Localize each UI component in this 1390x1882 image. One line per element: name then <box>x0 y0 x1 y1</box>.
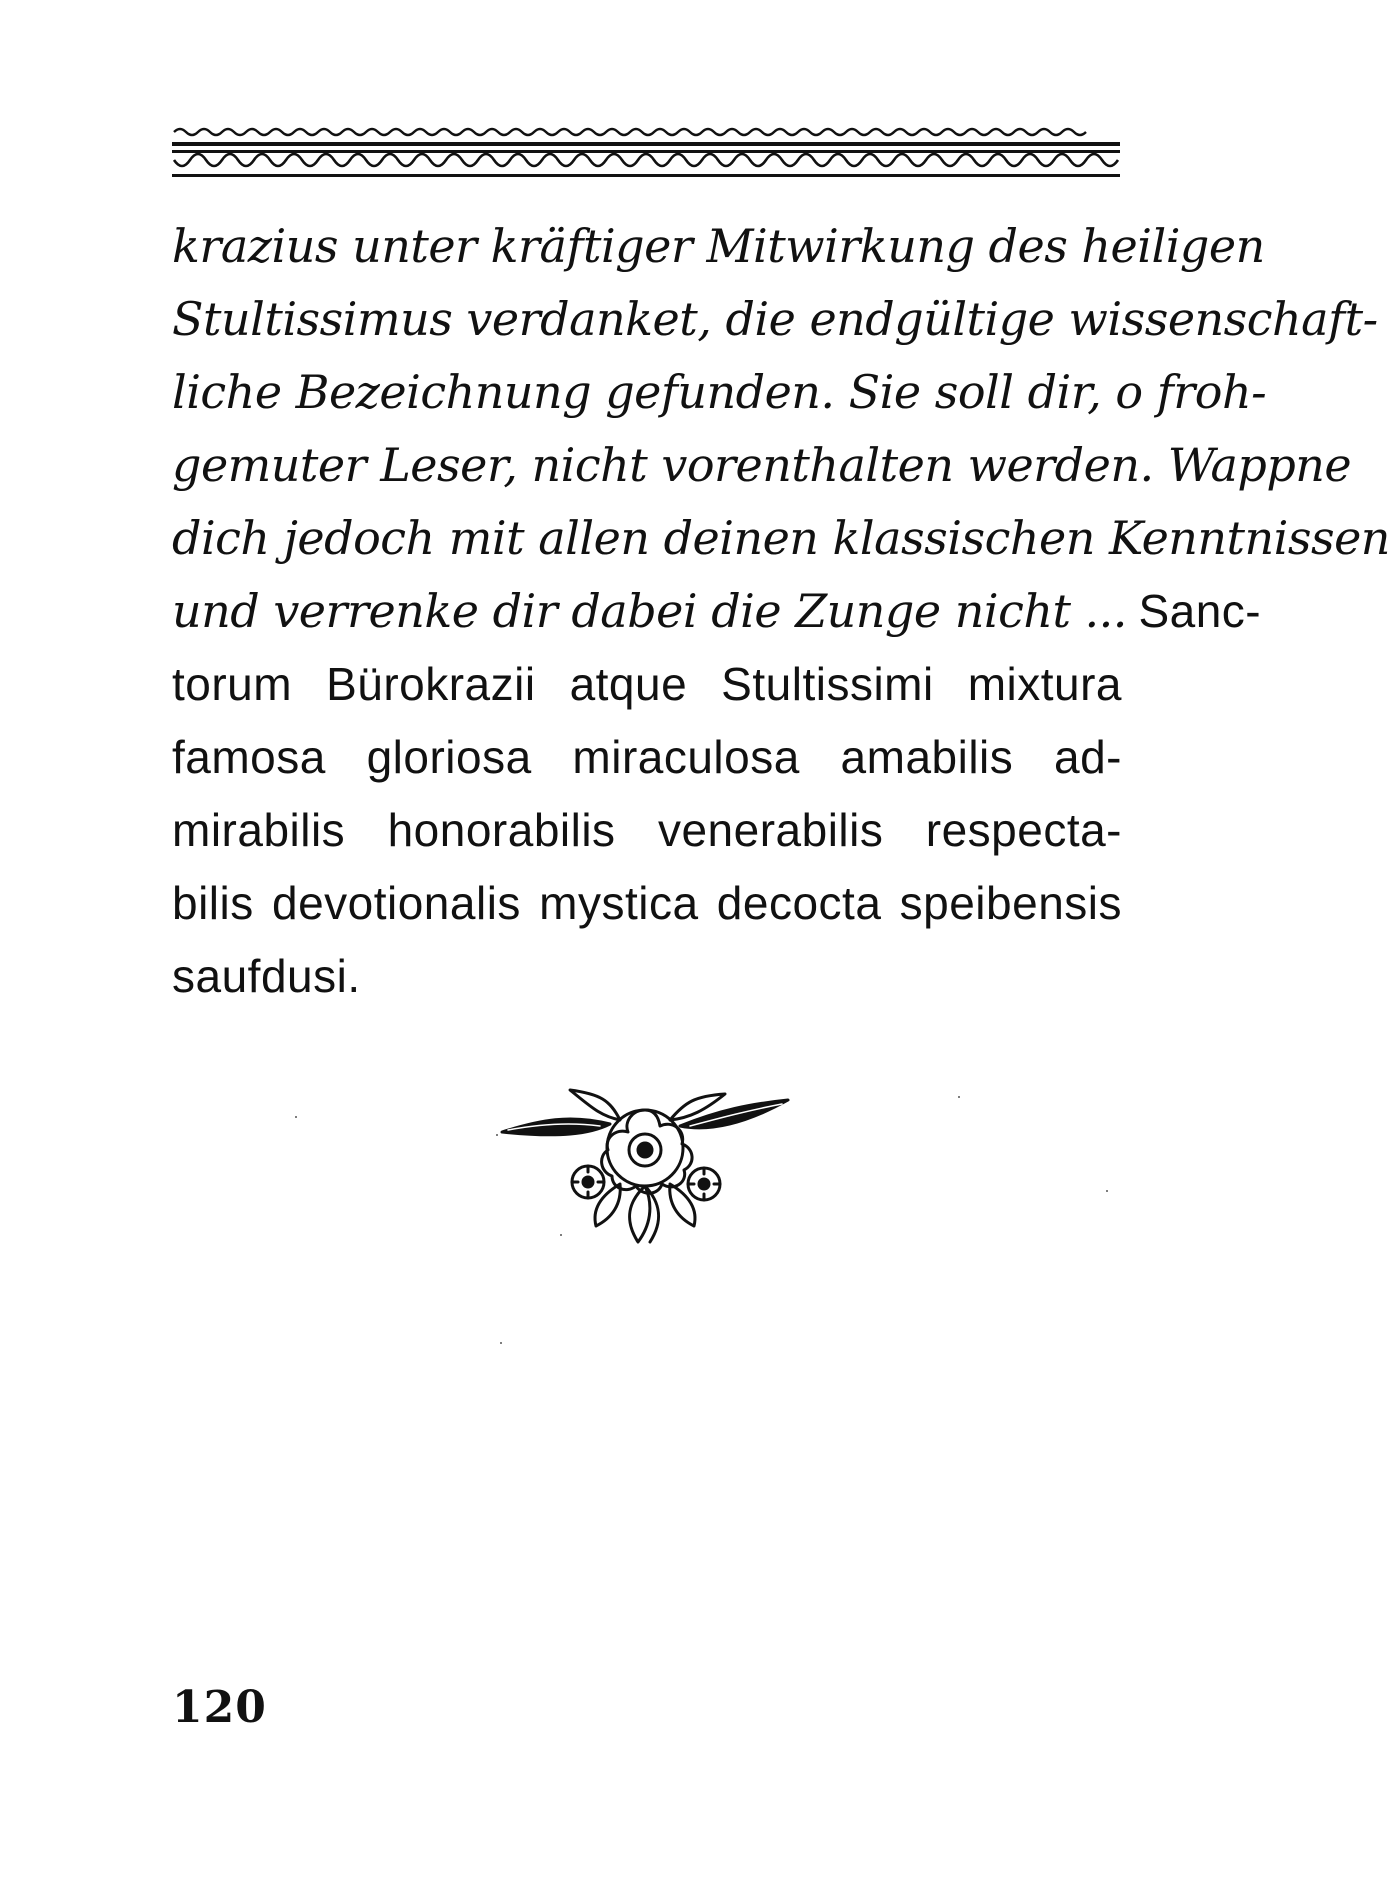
text-line-7: torum Bürokrazii atque Stultissimi mixtura <box>172 658 1122 710</box>
text-line-6-antiqua: Sanc- <box>1138 585 1262 637</box>
text-line-5: dich jedoch mit allen deinen klassischen Kenntnissen <box>172 511 1390 565</box>
text-line-8: famosa gloriosa miraculosa amabilis ad- <box>172 731 1122 783</box>
print-speck <box>1106 1190 1108 1192</box>
text-line-4: gemuter Leser, nicht vorenthalten werden. Wappne <box>172 438 1352 492</box>
body-text <box>172 210 1390 1013</box>
text-line-9: mirabilis honorabilis venerabilis respecta- <box>172 804 1122 856</box>
print-speck <box>496 1134 498 1136</box>
print-speck <box>295 1116 297 1118</box>
text-line-1: krazius unter kräftiger Mitwirkung des heiligen <box>172 219 1265 273</box>
text-line-10: bilis devotionalis mystica decocta speibensis <box>172 877 1122 929</box>
text-line-11: saufdusi. <box>172 950 361 1002</box>
floral-vignette-icon <box>500 1080 790 1245</box>
print-speck <box>500 1342 502 1344</box>
print-speck <box>958 1096 960 1098</box>
text-line-6 <box>172 575 1262 648</box>
text-line-3: liche Bezeichnung gefunden. Sie soll dir, o froh- <box>172 365 1267 419</box>
page-number: 120 <box>172 1682 267 1733</box>
text-line-2: Stultissimus verdanket, die endgültige wissenschaft- <box>172 292 1378 346</box>
print-speck <box>560 1234 562 1236</box>
header-border-ornament <box>172 124 1120 180</box>
text-line-6-fraktur: und verrenke dir dabei die Zunge nicht ... <box>172 584 1127 638</box>
